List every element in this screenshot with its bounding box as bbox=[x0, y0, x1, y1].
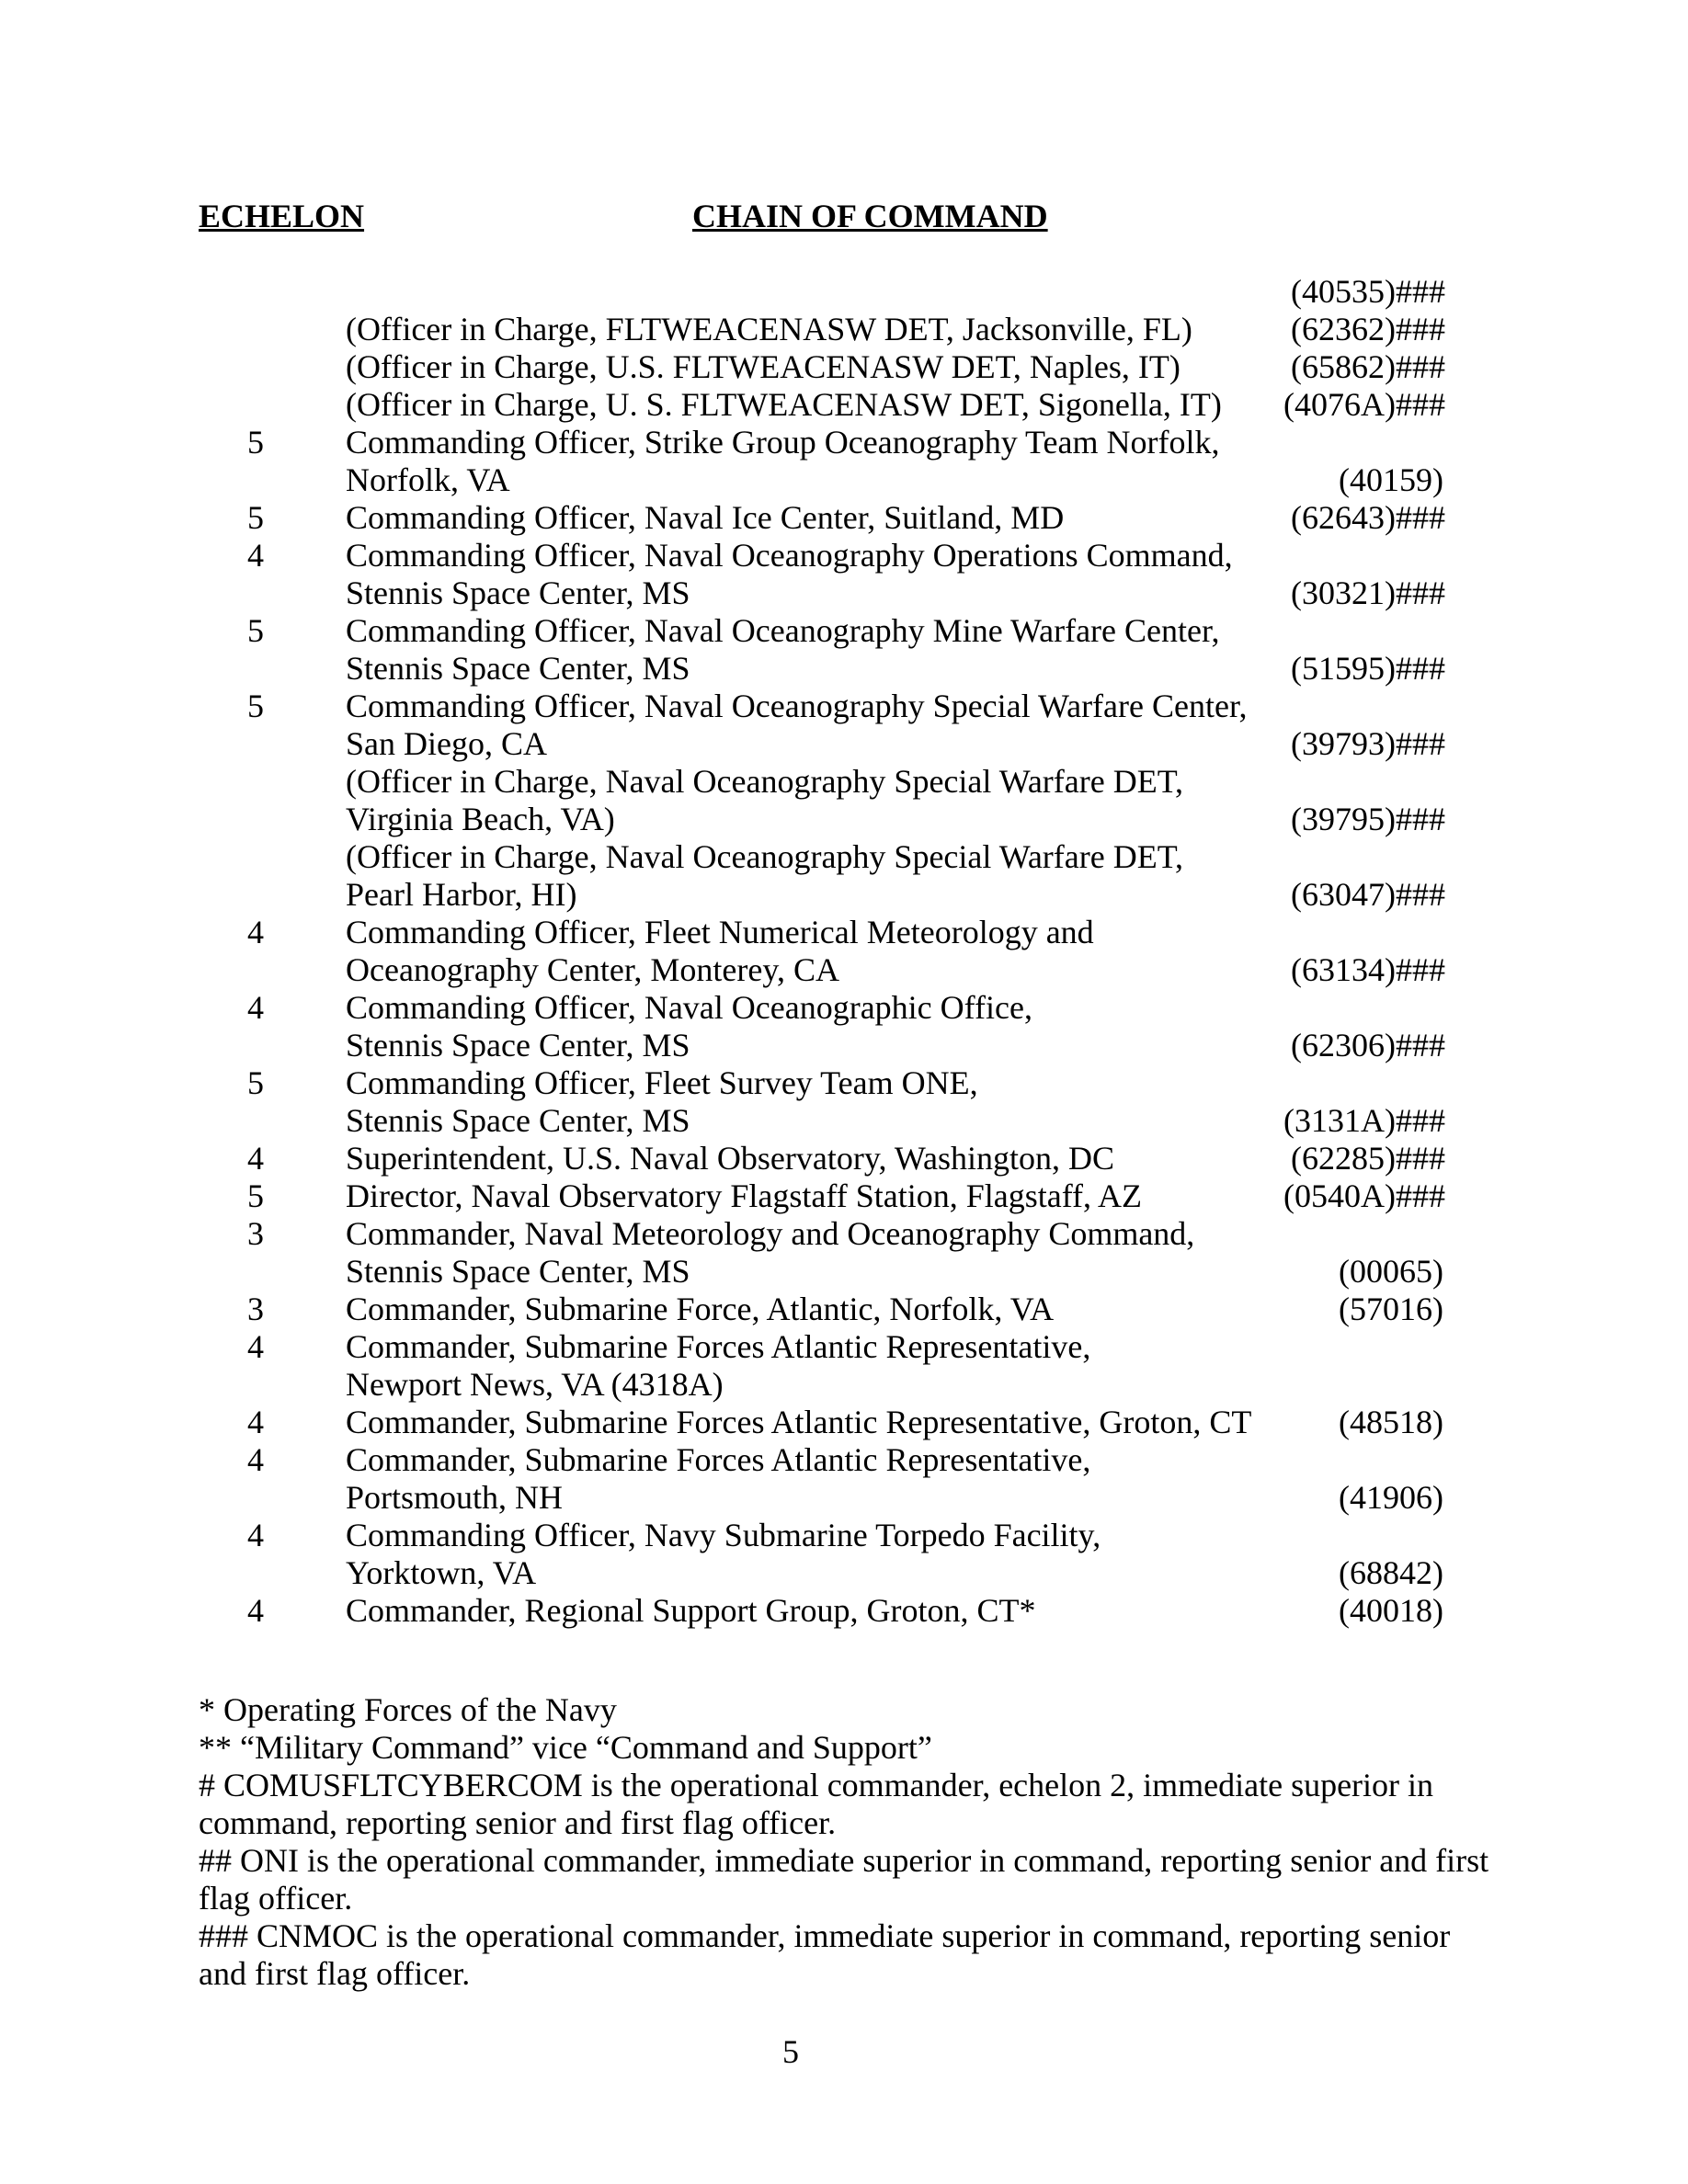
uic-code: (51595)### bbox=[1291, 650, 1445, 687]
command-text: Commander, Naval Meteorology and Oceanography Command, bbox=[346, 1215, 1195, 1252]
command-text: (Officer in Charge, U.S. FLTWEACENASW DET, Naples, IT) bbox=[346, 348, 1180, 385]
row-line bbox=[0, 650, 1688, 688]
row-line bbox=[0, 1479, 1688, 1517]
echelon-level: 4 bbox=[247, 1404, 264, 1440]
uic-code: (00065) bbox=[1339, 1253, 1443, 1290]
command-text: Commander, Submarine Forces Atlantic Representative, Groton, CT bbox=[346, 1404, 1252, 1440]
uic-code: (30321)### bbox=[1291, 574, 1445, 611]
row-line bbox=[0, 1404, 1688, 1441]
table-row bbox=[0, 311, 1688, 348]
footnote: ### CNMOC is the operational commander, immediate superior in command, reporting senior and first flag officer. bbox=[199, 1917, 1451, 1992]
command-text: Virginia Beach, VA) bbox=[346, 801, 615, 837]
command-text: San Diego, CA bbox=[346, 725, 547, 762]
row-line bbox=[0, 537, 1688, 574]
command-text: Commander, Submarine Force, Atlantic, Norfolk, VA bbox=[346, 1291, 1055, 1327]
command-text: Commander, Regional Support Group, Groton, CT* bbox=[346, 1592, 1036, 1629]
command-text: Commanding Officer, Naval Oceanography Operations Command, bbox=[346, 537, 1233, 574]
command-text: Yorktown, VA bbox=[346, 1554, 537, 1591]
command-text: Stennis Space Center, MS bbox=[346, 1102, 690, 1139]
row-line bbox=[0, 348, 1688, 386]
footnotes bbox=[199, 1691, 1495, 1993]
row-line bbox=[0, 1517, 1688, 1554]
table-row bbox=[0, 499, 1688, 537]
table-row bbox=[0, 348, 1688, 386]
row-line bbox=[0, 1366, 1688, 1404]
table-row bbox=[0, 1177, 1688, 1215]
row-line bbox=[0, 1102, 1688, 1140]
uic-code: (3131A)### bbox=[1283, 1102, 1445, 1139]
echelon-header: ECHELON bbox=[199, 198, 365, 234]
table-row bbox=[0, 1215, 1688, 1291]
uic-code: (63047)### bbox=[1291, 876, 1445, 913]
row-line bbox=[0, 1554, 1688, 1592]
row-line bbox=[0, 1291, 1688, 1328]
echelon-level: 3 bbox=[247, 1291, 264, 1327]
row-line bbox=[0, 763, 1688, 801]
table-row bbox=[0, 1517, 1688, 1592]
row-line bbox=[0, 499, 1688, 537]
row-line bbox=[0, 801, 1688, 838]
echelon-level: 4 bbox=[247, 1592, 264, 1629]
table-row bbox=[0, 612, 1688, 688]
command-text: Commanding Officer, Naval Oceanography Mine Warfare Center, bbox=[346, 612, 1220, 649]
command-text: Oceanography Center, Monterey, CA bbox=[346, 951, 840, 988]
table-row bbox=[0, 1592, 1688, 1630]
row-line bbox=[0, 574, 1688, 612]
echelon-level: 4 bbox=[247, 914, 264, 950]
row-line bbox=[0, 989, 1688, 1027]
uic-code: (4076A)### bbox=[1283, 386, 1445, 423]
table-row bbox=[0, 989, 1688, 1064]
table-row bbox=[0, 763, 1688, 838]
echelon-level: 5 bbox=[247, 1177, 264, 1214]
table-header bbox=[199, 197, 1504, 243]
command-text: Stennis Space Center, MS bbox=[346, 650, 690, 687]
row-line bbox=[0, 311, 1688, 348]
echelon-level: 4 bbox=[247, 1441, 264, 1478]
command-text: Commanding Officer, Fleet Survey Team ONE, bbox=[346, 1064, 978, 1101]
table-row bbox=[0, 1404, 1688, 1441]
command-text: Commanding Officer, Strike Group Oceanography Team Norfolk, bbox=[346, 424, 1220, 461]
command-text: Commanding Officer, Naval Ice Center, Suitland, MD bbox=[346, 499, 1065, 536]
command-text: Commanding Officer, Navy Submarine Torpedo Facility, bbox=[346, 1517, 1101, 1553]
uic-code: (41906) bbox=[1339, 1479, 1443, 1516]
row-line bbox=[0, 1592, 1688, 1630]
row-line bbox=[0, 1215, 1688, 1253]
command-text: Commanding Officer, Naval Oceanographic Office, bbox=[346, 989, 1032, 1026]
uic-code: (63134)### bbox=[1291, 951, 1445, 988]
table-row bbox=[0, 273, 1688, 311]
uic-code: (39793)### bbox=[1291, 725, 1445, 762]
echelon-level: 4 bbox=[247, 1328, 264, 1365]
echelon-level: 4 bbox=[247, 537, 264, 574]
echelon-level: 3 bbox=[247, 1215, 264, 1252]
table-row bbox=[0, 386, 1688, 424]
row-line bbox=[0, 725, 1688, 763]
uic-code: (40018) bbox=[1339, 1592, 1443, 1629]
command-text: Commander, Submarine Forces Atlantic Representative, bbox=[346, 1441, 1091, 1478]
footnote: ** “Military Command” vice “Command and Support” bbox=[199, 1729, 932, 1766]
command-text: Stennis Space Center, MS bbox=[346, 574, 690, 611]
footnote: ## ONI is the operational commander, immediate superior in command, reporting senior and first flag officer. bbox=[199, 1842, 1489, 1917]
table-row bbox=[0, 1140, 1688, 1177]
uic-code: (62643)### bbox=[1291, 499, 1445, 536]
row-line bbox=[0, 838, 1688, 876]
table-row bbox=[0, 838, 1688, 914]
table-row bbox=[0, 1441, 1688, 1517]
row-line bbox=[0, 688, 1688, 725]
uic-code: (68842) bbox=[1339, 1554, 1443, 1591]
echelon-level: 4 bbox=[247, 1140, 264, 1177]
command-text: (Officer in Charge, Naval Oceanography Special Warfare DET, bbox=[346, 838, 1184, 875]
row-line bbox=[0, 273, 1688, 311]
row-line bbox=[0, 612, 1688, 650]
command-text: Newport News, VA (4318A) bbox=[346, 1366, 724, 1403]
echelon-level: 4 bbox=[247, 1517, 264, 1553]
row-line bbox=[0, 914, 1688, 951]
chain-of-command-header: CHAIN OF COMMAND bbox=[692, 198, 1048, 234]
row-line bbox=[0, 951, 1688, 989]
table-row bbox=[0, 1064, 1688, 1140]
row-line bbox=[0, 461, 1688, 499]
row-line bbox=[0, 1140, 1688, 1177]
echelon-level: 5 bbox=[247, 424, 264, 461]
uic-code: (57016) bbox=[1339, 1291, 1443, 1327]
row-line bbox=[0, 1064, 1688, 1102]
echelon-level: 5 bbox=[247, 612, 264, 649]
command-text: Stennis Space Center, MS bbox=[346, 1027, 690, 1064]
uic-code: (48518) bbox=[1339, 1404, 1443, 1440]
echelon-level: 5 bbox=[247, 1064, 264, 1101]
row-line bbox=[0, 1328, 1688, 1366]
table-row bbox=[0, 424, 1688, 499]
row-line bbox=[0, 1177, 1688, 1215]
echelon-level: 5 bbox=[247, 499, 264, 536]
row-line bbox=[0, 876, 1688, 914]
row-line bbox=[0, 1441, 1688, 1479]
command-text: Superintendent, U.S. Naval Observatory, Washington, DC bbox=[346, 1140, 1114, 1177]
row-line bbox=[0, 1027, 1688, 1064]
command-text: Norfolk, VA bbox=[346, 461, 510, 498]
uic-code: (62306)### bbox=[1291, 1027, 1445, 1064]
echelon-level: 4 bbox=[247, 989, 264, 1026]
uic-code: (65862)### bbox=[1291, 348, 1445, 385]
page-number: 5 bbox=[782, 2033, 799, 2070]
row-line bbox=[0, 386, 1688, 424]
command-text: Stennis Space Center, MS bbox=[346, 1253, 690, 1290]
command-text: Commander, Submarine Forces Atlantic Representative, bbox=[346, 1328, 1091, 1365]
uic-code: (40535)### bbox=[1291, 273, 1445, 310]
row-line bbox=[0, 1253, 1688, 1291]
table-row bbox=[0, 537, 1688, 612]
uic-code: (62285)### bbox=[1291, 1140, 1445, 1177]
footnote: # COMUSFLTCYBERCOM is the operational commander, echelon 2, immediate superior in command, reporting senior and first flag officer. bbox=[199, 1767, 1434, 1841]
uic-code: (40159) bbox=[1339, 461, 1443, 498]
uic-code: (62362)### bbox=[1291, 311, 1445, 347]
table-row bbox=[0, 1291, 1688, 1328]
command-text: (Officer in Charge, Naval Oceanography Special Warfare DET, bbox=[346, 763, 1184, 800]
uic-code: (39795)### bbox=[1291, 801, 1445, 837]
command-text: Commanding Officer, Fleet Numerical Meteorology and bbox=[346, 914, 1094, 950]
echelon-level: 5 bbox=[247, 688, 264, 724]
command-text: (Officer in Charge, U. S. FLTWEACENASW DET, Sigonella, IT) bbox=[346, 386, 1222, 423]
command-text: Commanding Officer, Naval Oceanography Special Warfare Center, bbox=[346, 688, 1248, 724]
footnote: * Operating Forces of the Navy bbox=[199, 1691, 617, 1728]
row-line bbox=[0, 424, 1688, 461]
table-row bbox=[0, 1328, 1688, 1404]
table-row bbox=[0, 914, 1688, 989]
chain-of-command-table bbox=[0, 273, 1688, 1630]
command-text: Director, Naval Observatory Flagstaff Station, Flagstaff, AZ bbox=[346, 1177, 1143, 1214]
command-text: (Officer in Charge, FLTWEACENASW DET, Jacksonville, FL) bbox=[346, 311, 1192, 347]
command-text: Portsmouth, NH bbox=[346, 1479, 564, 1516]
command-text: Pearl Harbor, HI) bbox=[346, 876, 577, 913]
uic-code: (0540A)### bbox=[1283, 1177, 1445, 1214]
table-row bbox=[0, 688, 1688, 763]
